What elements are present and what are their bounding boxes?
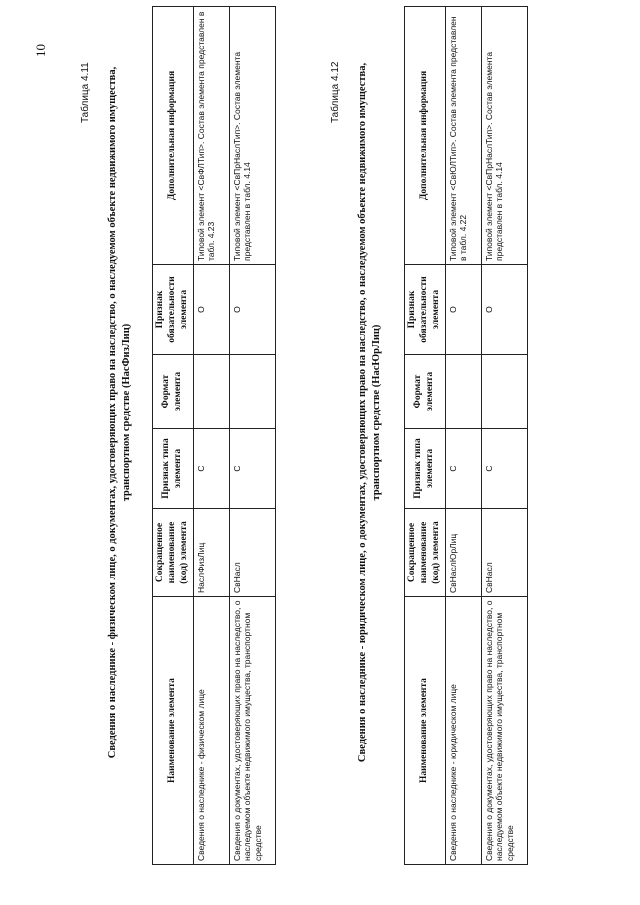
table-cell: Типовой элемент <СвФЛТип>. Состав элемента представлен в табл. 4.23 bbox=[193, 7, 229, 265]
page-number: 10 bbox=[33, 44, 48, 57]
table-cell: О bbox=[193, 265, 229, 355]
table-cell: С bbox=[193, 429, 229, 509]
table-cell: НаслФизЛиц bbox=[193, 509, 229, 597]
table1-header: Дополнительная информация bbox=[153, 7, 194, 265]
table2-header: Формат элемента bbox=[405, 355, 446, 429]
table-cell: О bbox=[445, 265, 481, 355]
table1-header: Сокращенное наименование (код) элемента bbox=[153, 509, 194, 597]
table-cell: С bbox=[481, 429, 527, 509]
table-cell: СвНаслЮрЛиц bbox=[445, 509, 481, 597]
table2-header: Признак обязательности элемента bbox=[405, 265, 446, 355]
table-cell bbox=[445, 355, 481, 429]
table1-header: Признак типа элемента bbox=[153, 429, 194, 509]
table2-header: Дополнительная информация bbox=[405, 7, 446, 265]
table1-header: Формат элемента bbox=[153, 355, 194, 429]
table-row bbox=[193, 7, 229, 865]
table-row bbox=[445, 7, 481, 865]
table1-header-row bbox=[153, 7, 194, 865]
table-cell: С bbox=[445, 429, 481, 509]
table2-header: Наименование элемента bbox=[405, 597, 446, 865]
table-cell: Типовой элемент <СвПрНаслТип>. Состав элемента представлен в табл. 4.14 bbox=[229, 7, 275, 265]
table-cell: Сведения о документах, удостоверяющих право на наследство, о наследуемом объекте недвижимого имущества, транспортном средстве bbox=[229, 597, 275, 865]
table-cell: Типовой элемент <СвЮЛТип>. Состав элемента представлен в табл. 4.22 bbox=[445, 7, 481, 265]
table-cell: Сведения о документах, удостоверяющих право на наследство, о наследуемом объекте недвижимого имущества, транспортном средстве bbox=[481, 597, 527, 865]
table1-label: Таблица 4.11 bbox=[80, 62, 91, 123]
table1 bbox=[152, 6, 276, 865]
table-cell: Сведения о наследнике - физическом лице bbox=[193, 597, 229, 865]
table-cell: С bbox=[229, 429, 275, 509]
table-cell: СвНасл bbox=[481, 509, 527, 597]
table-cell: О bbox=[481, 265, 527, 355]
table-cell bbox=[229, 355, 275, 429]
table-cell: Сведения о наследнике - юридическом лице bbox=[445, 597, 481, 865]
table1-header: Наименование элемента bbox=[153, 597, 194, 865]
table-row bbox=[481, 7, 527, 865]
table2-header: Признак типа элемента bbox=[405, 429, 446, 509]
table1-header: Признак обязательности элемента bbox=[153, 265, 194, 355]
table1-caption: Сведения о наследнике - физическом лице, о документах, удостоверяющих право на наследство, о наследуемом объекте недвижимого имущества, транспортном средстве (НасФизЛиц) bbox=[107, 66, 132, 759]
table-cell bbox=[193, 355, 229, 429]
table-cell: СвНасл bbox=[229, 509, 275, 597]
table2-header: Сокращенное наименование (код) элемента bbox=[405, 509, 446, 597]
table-cell: О bbox=[229, 265, 275, 355]
table-cell: Типовой элемент <СвПрНаслТип>. Состав элемента представлен в табл. 4.14 bbox=[481, 7, 527, 265]
table-cell bbox=[481, 355, 527, 429]
table2-caption: Сведения о наследнике - юридическом лице, о документах, удостоверяющих право на наследство, о наследуемом объекте недвижимого имущества, транспортном средстве (НасЮрЛиц) bbox=[357, 62, 382, 763]
table2-header-row bbox=[405, 7, 446, 865]
table-row bbox=[229, 7, 275, 865]
table2 bbox=[404, 6, 528, 865]
table2-label: Таблица 4.12 bbox=[330, 61, 341, 123]
